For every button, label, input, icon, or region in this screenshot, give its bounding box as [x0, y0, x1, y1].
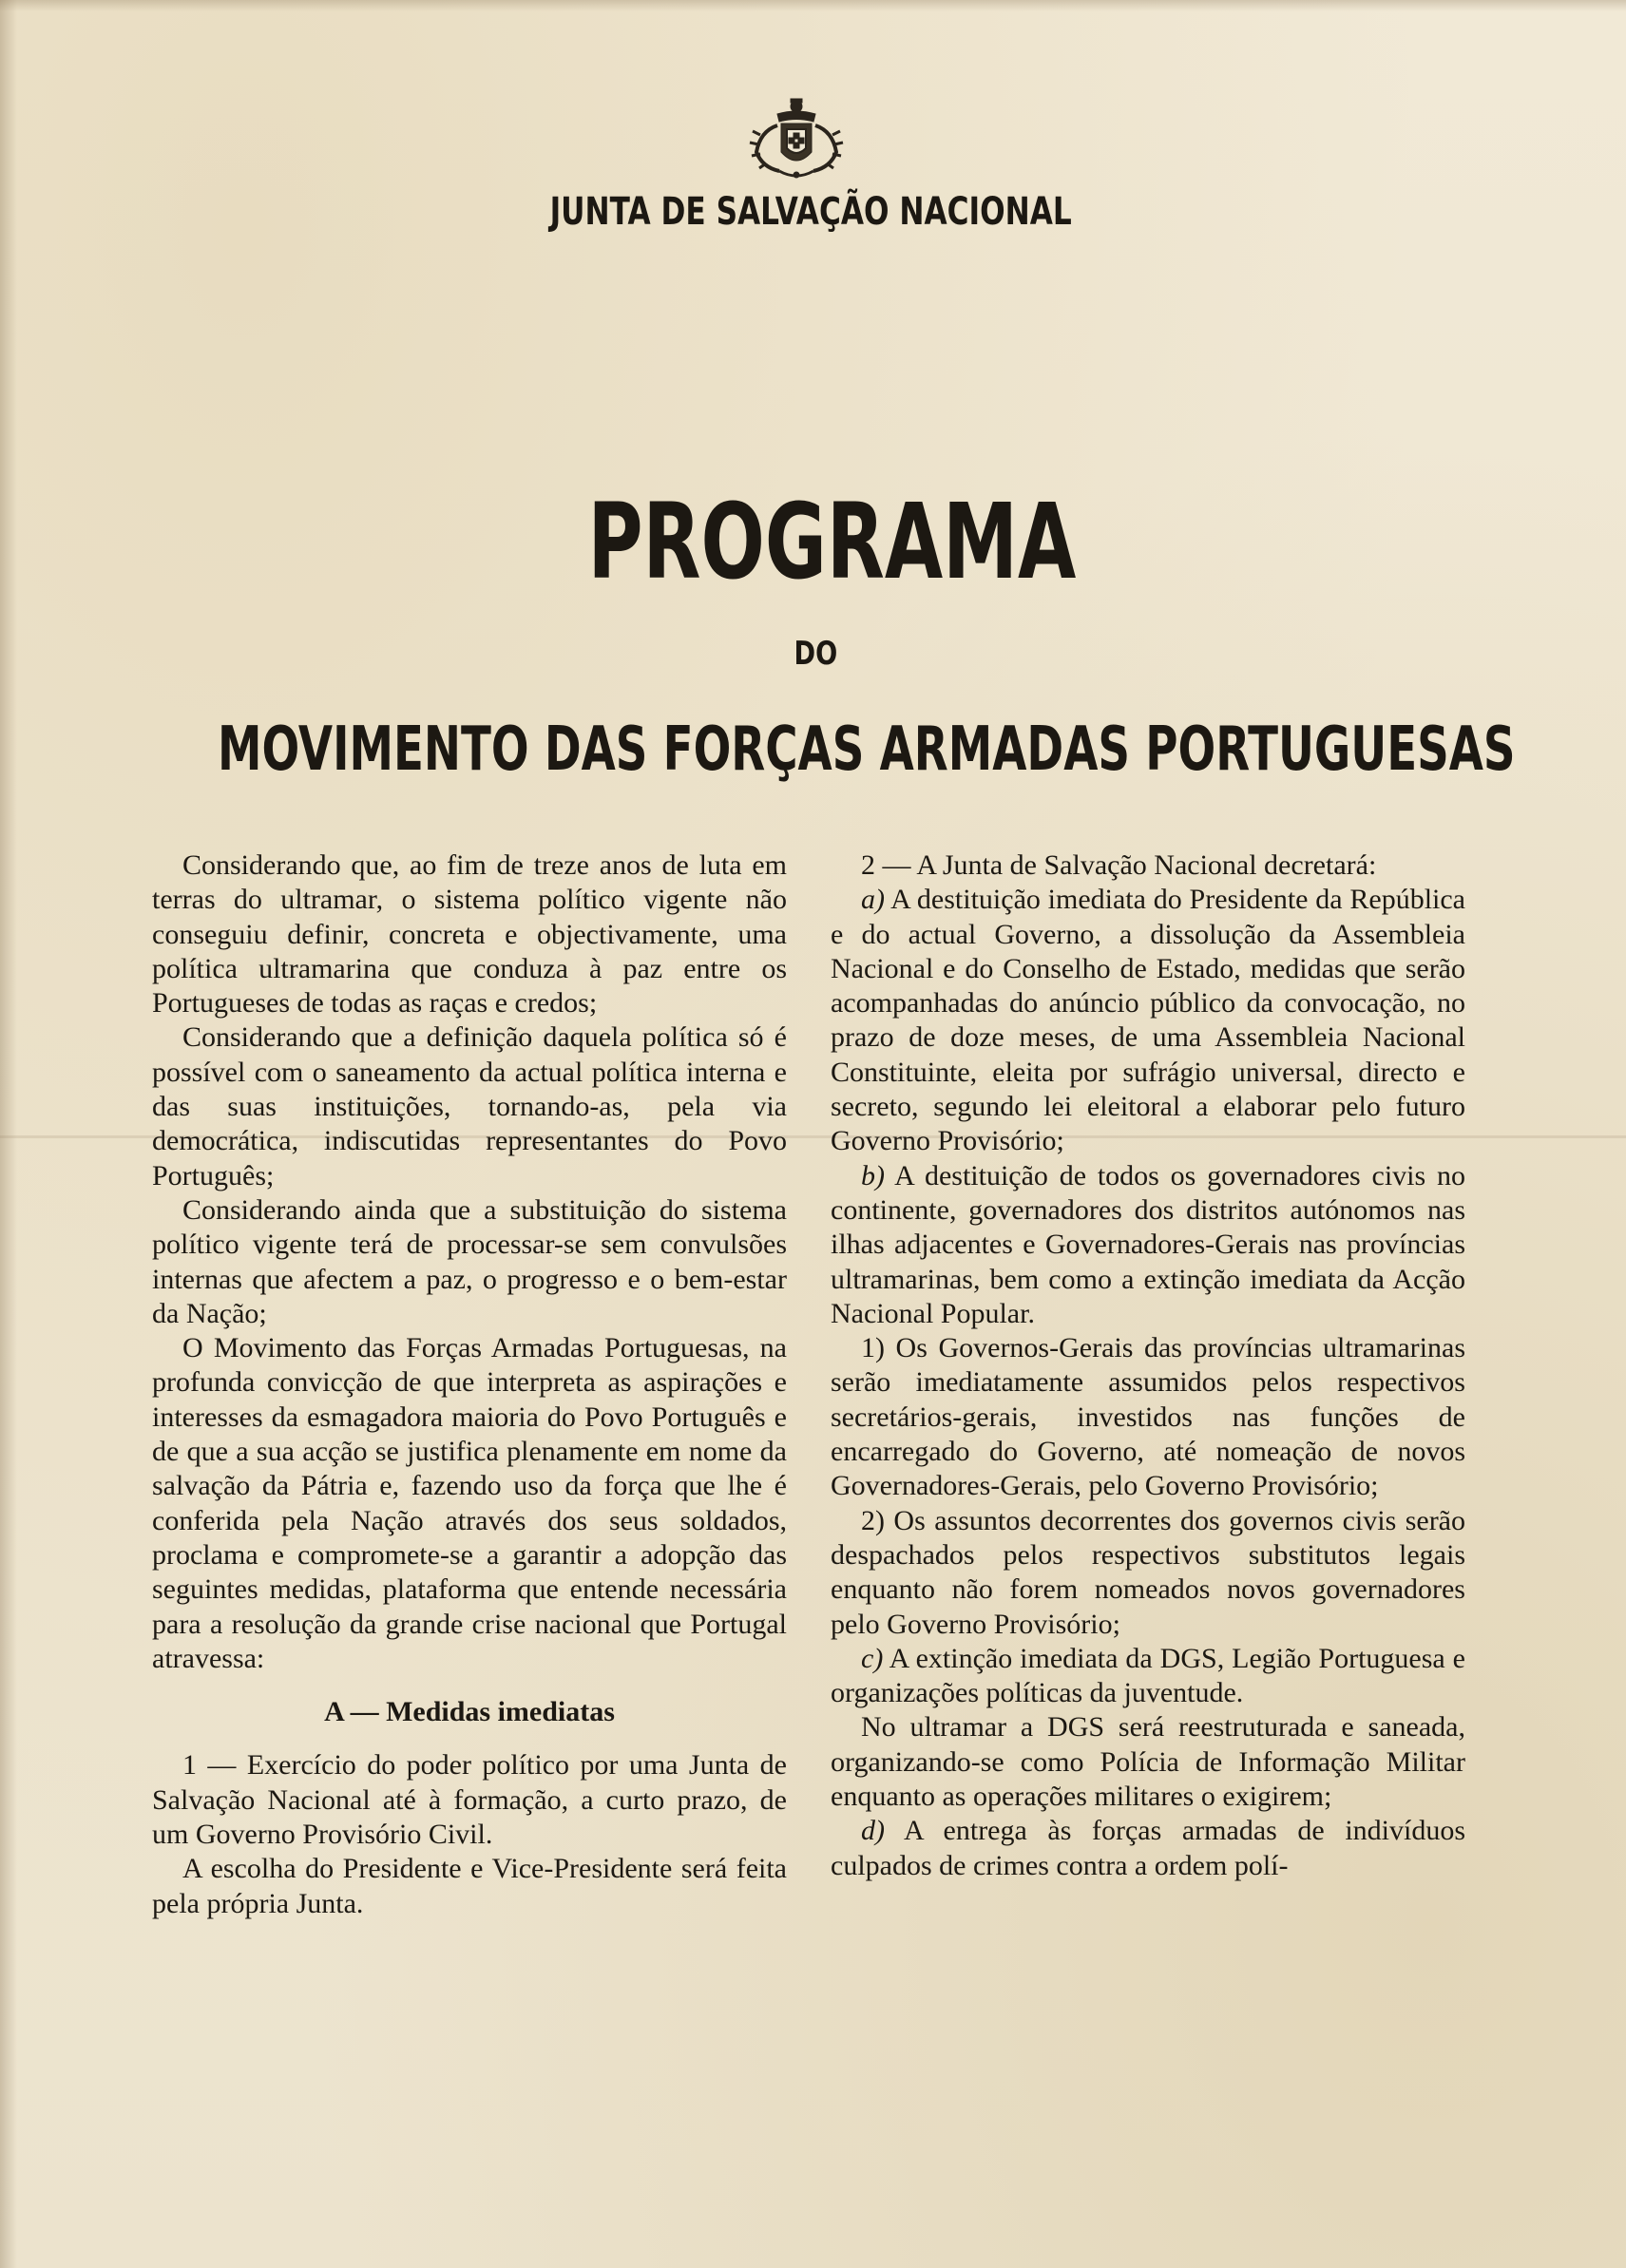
paragraph: A escolha do Presidente e Vice-Presidente será feita pela própria Junta. [152, 1853, 787, 1919]
item-letter: c) [861, 1642, 884, 1674]
section-heading: A — Medidas imediatas [324, 1696, 615, 1728]
paragraph: Considerando ainda que a substituição do sistema político vigente terá de processar-se sem convulsões internas que afectem a paz, o progresso e o bem-estar da Nação; [152, 1193, 787, 1329]
paragraph: O Movimento das Forças Armadas Portuguesas, na profunda convicção de que interpreta as aspirações e interesses da esmagadora maioria do Povo Português e de que a sua acção se justifica plenamente em nome da salvação da Pátria e, fazendo uso da força que lhe é conferida pela Nação através dos seus soldados, proclama e compromete-se a garantir a adopção das seguintes medidas, plataforma que entende necessária para a resolução da grande crise nacional que Portugal atravessa: [152, 1332, 787, 1674]
list-item [831, 883, 1465, 1158]
item-text: A destituição de todos os governadores civis no continente, governadores dos distritos autónomos nas ilhas adjacentes e Governadores-Gerais nas províncias ultramarinas, bem como a extinção imediata da Acção Nacional Popular. [831, 1159, 1465, 1329]
sub-item: 1) Os Governos-Gerais das províncias ultramarinas serão imediatamente assumidos pelos respectivos secretários-gerais, investidos nas funções de encarregado do Governo, até nomeação de novos Governadores-Gerais, pelo Governo Provisório; [831, 1332, 1465, 1502]
paper-edge-shadow-top [0, 0, 1626, 11]
document-title: PROGRAMA [587, 481, 1077, 602]
paragraph: Considerando que a definição daquela política só é possível com o saneamento da actual política interna e das suas instituições, tornando-as, pela via democrática, indiscutidas representantes do Povo Português; [152, 1021, 787, 1191]
document-subtitle: MOVIMENTO DAS FORÇAS ARMADAS PORTUGUESAS [217, 715, 1516, 785]
item-text: A entrega às forças armadas de indivíduos culpados de crimes contra a ordem polí- [831, 1815, 1465, 1881]
sub-item: 2) Os assuntos decorrentes dos governos civis serão despachados pelos respectivos substitutos legais enquanto não forem nomeados novos governadores pelo Governo Provisório; [831, 1504, 1465, 1640]
coat-of-arms-emblem-icon [739, 93, 853, 184]
title-connector: DO [794, 635, 838, 673]
right-column [831, 848, 1465, 1883]
left-column [152, 848, 787, 1921]
item-letter: b) [861, 1159, 885, 1191]
item-text: A destituição imediata do Presidente da República e do actual Governo, a dissolução da Assembleia Nacional e do Conselho de Estado, medidas que serão acompanhadas do anúncio público da convocação, no prazo de doze meses, de uma Assembleia Nacional Constituinte, eleita por sufrágio universal, directo e secreto, segundo lei eleitoral a elaborar pelo futuro Governo Provisório; [831, 884, 1465, 1157]
list-item [831, 1642, 1465, 1711]
organization-name: JUNTA DE SALVAÇÃO NACIONAL [549, 190, 1072, 234]
item-letter: d) [861, 1815, 885, 1847]
paragraph: Considerando que, ao fim de treze anos de luta em terras do ultramar, o sistema político vigente não conseguiu definir, concreta e objectivamente, uma política ultramarina que conduza à paz entre os Portugueses de todas as raças e credos; [152, 849, 787, 1020]
list-item [831, 1814, 1465, 1883]
paragraph: 1 — Exercício do poder político por uma Junta de Salvação Nacional até à formação, a curto prazo, de um Governo Provisório Civil. [152, 1749, 787, 1851]
paragraph: No ultramar a DGS será reestruturada e saneada, organizando-se como Polícia de Informação Militar enquanto as operações militares o exigirem; [831, 1711, 1465, 1813]
list-item [831, 1159, 1465, 1331]
paper-edge-shadow [0, 0, 17, 2268]
item-text: A extinção imediata da DGS, Legião Portuguesa e organizações políticas da juventude. [831, 1642, 1465, 1709]
item-letter: a) [861, 884, 885, 916]
paragraph: 2 — A Junta de Salvação Nacional decretará: [861, 849, 1377, 881]
